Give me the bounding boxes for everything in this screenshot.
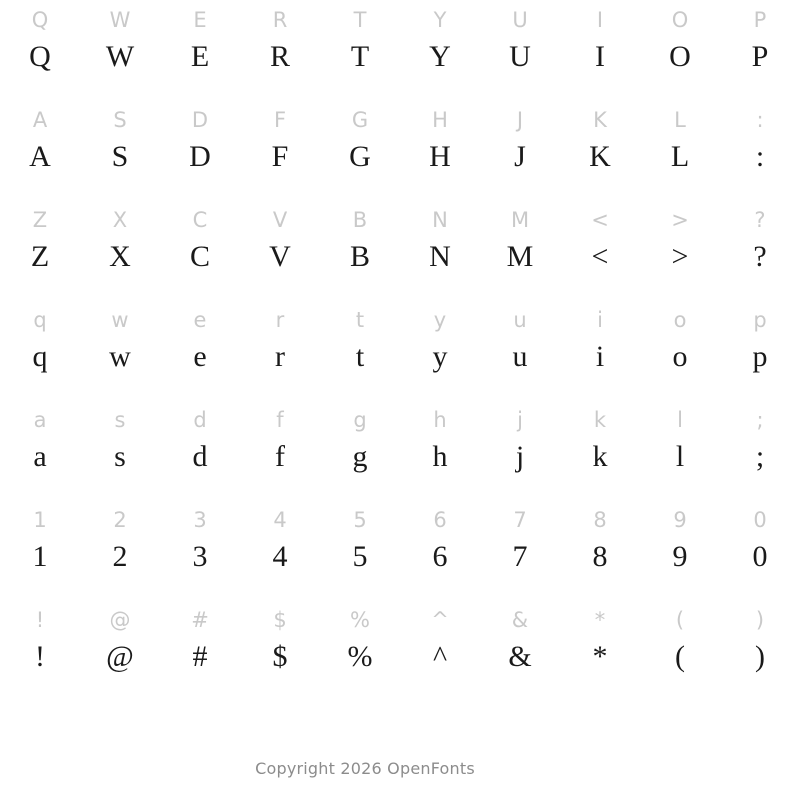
key-label: 4 (273, 508, 287, 532)
glyph-sample: t (355, 340, 365, 373)
glyph-cell (640, 100, 720, 200)
key-label: e (193, 308, 207, 332)
glyph-sample: < (591, 240, 609, 273)
glyph-sample: F (271, 140, 289, 173)
glyph-sample: r (275, 340, 285, 373)
key-label: P (753, 8, 767, 32)
glyph-sample: R (269, 40, 290, 73)
glyph-sample: 5 (352, 540, 368, 573)
glyph-cell (320, 600, 400, 700)
glyph-cell (0, 600, 80, 700)
glyph-cell (720, 0, 800, 100)
glyph-sample: N (429, 240, 451, 273)
key-label: O (671, 8, 689, 32)
row-qwerty-lower (0, 300, 800, 400)
glyph-cell (0, 200, 80, 300)
glyph-cell (160, 0, 240, 100)
glyph-sample: ^ (432, 640, 448, 673)
glyph-cell (400, 100, 480, 200)
glyph-sample: d (192, 440, 208, 473)
glyph-sample: ; (755, 440, 765, 473)
glyph-cell (320, 0, 400, 100)
glyph-cell (640, 300, 720, 400)
glyph-sample: l (675, 440, 685, 473)
glyph-sample: X (109, 240, 131, 273)
glyph-cell (400, 500, 480, 600)
key-label: @ (109, 608, 131, 632)
glyph-cell (0, 500, 80, 600)
key-label: l (677, 408, 683, 432)
key-label: 3 (193, 508, 207, 532)
glyph-cell (560, 400, 640, 500)
row-digits (0, 500, 800, 600)
glyph-sample: u (512, 340, 528, 373)
key-label: J (516, 108, 524, 132)
key-label: u (513, 308, 527, 332)
glyph-cell (720, 500, 800, 600)
glyph-sample: # (192, 640, 208, 673)
glyph-cell (640, 0, 720, 100)
key-label: * (594, 608, 606, 632)
row-symbols (0, 600, 800, 700)
key-label: % (350, 608, 370, 632)
glyph-cell (160, 200, 240, 300)
glyph-cell (400, 0, 480, 100)
glyph-cell (400, 400, 480, 500)
glyph-cell (560, 0, 640, 100)
key-label: 8 (593, 508, 607, 532)
glyph-cell (480, 500, 560, 600)
glyph-sample: C (189, 240, 210, 273)
glyph-sample: j (515, 440, 525, 473)
key-label: ? (754, 208, 766, 232)
glyph-cell (720, 300, 800, 400)
glyph-sample: 7 (512, 540, 528, 573)
glyph-sample: Y (429, 40, 451, 73)
glyph-cell (80, 100, 160, 200)
glyph-cell (160, 100, 240, 200)
glyph-sample: S (111, 140, 129, 173)
glyph-cell (80, 200, 160, 300)
key-label: V (272, 208, 288, 232)
key-label: t (355, 308, 365, 332)
key-label: & (511, 608, 529, 632)
key-label: R (272, 8, 288, 32)
key-label: j (517, 408, 523, 432)
glyph-sample: % (347, 640, 373, 673)
key-label: E (193, 8, 207, 32)
glyph-sample: o (672, 340, 688, 373)
glyph-cell (480, 200, 560, 300)
glyph-cell (240, 100, 320, 200)
key-label: Q (31, 8, 49, 32)
glyph-cell (640, 200, 720, 300)
glyph-cell (80, 400, 160, 500)
glyph-cell (240, 200, 320, 300)
key-label: Y (433, 8, 447, 32)
glyph-cell (720, 100, 800, 200)
key-label: A (32, 108, 48, 132)
glyph-cell (160, 400, 240, 500)
key-label: r (275, 308, 285, 332)
glyph-sample: 4 (272, 540, 288, 573)
glyph-cell (320, 100, 400, 200)
glyph-cell (0, 0, 80, 100)
glyph-cell (0, 300, 80, 400)
glyph-sample: O (669, 40, 691, 73)
key-label: 7 (513, 508, 527, 532)
key-label: 2 (113, 508, 127, 532)
glyph-sample: 0 (752, 540, 768, 573)
glyph-sample: q (32, 340, 48, 373)
glyph-sample: * (592, 640, 608, 673)
key-label: s (114, 408, 126, 432)
glyph-sample: y (432, 340, 448, 373)
key-label: y (433, 308, 447, 332)
glyph-sample: V (269, 240, 291, 273)
glyph-sample: G (349, 140, 371, 173)
glyph-cell (320, 200, 400, 300)
key-label: d (193, 408, 207, 432)
key-label: S (113, 108, 127, 132)
glyph-cell (320, 300, 400, 400)
glyph-cell (80, 600, 160, 700)
glyph-cell (80, 500, 160, 600)
key-label: K (593, 108, 607, 132)
glyph-sample: k (592, 440, 608, 473)
row-zxcv-upper (0, 200, 800, 300)
glyph-cell (400, 200, 480, 300)
key-label: L (674, 108, 686, 132)
key-label: 1 (33, 508, 47, 532)
glyph-sample: s (114, 440, 126, 473)
key-label: g (353, 408, 367, 432)
key-label: 6 (433, 508, 447, 532)
glyph-sample: f (275, 440, 285, 473)
key-label: ! (35, 608, 45, 632)
glyph-sample: P (751, 40, 769, 73)
glyph-cell (160, 500, 240, 600)
glyph-cell (560, 200, 640, 300)
glyph-cell (560, 600, 640, 700)
key-label: $ (273, 608, 287, 632)
glyph-sample: E (190, 40, 210, 73)
key-label: ; (756, 408, 764, 432)
glyph-cell (80, 0, 160, 100)
glyph-cell (160, 300, 240, 400)
key-label: I (596, 8, 604, 32)
key-label: k (593, 408, 607, 432)
glyph-sample: A (29, 140, 51, 173)
key-label: C (192, 208, 208, 232)
key-label: : (756, 108, 764, 132)
glyph-cell (320, 500, 400, 600)
glyph-sample: I (595, 40, 605, 73)
glyph-sample: 8 (592, 540, 608, 573)
key-label: 5 (353, 508, 367, 532)
glyph-cell (480, 400, 560, 500)
key-label: i (597, 308, 603, 332)
glyph-sample: W (105, 40, 135, 73)
glyph-cell (480, 600, 560, 700)
glyph-cell (240, 400, 320, 500)
key-label: M (510, 208, 530, 232)
key-label: 0 (753, 508, 767, 532)
row-qwerty-upper (0, 0, 800, 100)
glyph-sample: ! (35, 640, 45, 673)
key-label: ^ (431, 608, 449, 632)
glyph-sample: Q (29, 40, 51, 73)
row-asdf-upper (0, 100, 800, 200)
glyph-sample: h (432, 440, 448, 473)
glyph-sample: ) (755, 640, 765, 673)
glyph-cell (720, 600, 800, 700)
glyph-sample: @ (106, 640, 134, 673)
key-label: f (276, 408, 284, 432)
key-label: Z (32, 208, 48, 232)
glyph-sample: 2 (112, 540, 128, 573)
glyph-cell (240, 600, 320, 700)
glyph-sample: $ (272, 640, 288, 673)
key-label: h (433, 408, 447, 432)
glyph-cell (240, 300, 320, 400)
glyph-cell (80, 300, 160, 400)
glyph-cell (480, 0, 560, 100)
footer (0, 759, 800, 778)
glyph-cell (640, 400, 720, 500)
glyph-cell (240, 500, 320, 600)
glyph-sample: w (109, 340, 131, 373)
copyright-text: Copyright 2026 OpenFonts (255, 759, 475, 778)
glyph-sample: e (193, 340, 207, 373)
key-label: < (591, 208, 609, 232)
glyph-sample: > (671, 240, 689, 273)
glyph-sample: i (595, 340, 605, 373)
glyph-cell (0, 400, 80, 500)
glyph-cell (400, 600, 480, 700)
glyph-sample: M (506, 240, 534, 273)
key-label: # (191, 608, 209, 632)
glyph-sample: 3 (192, 540, 208, 573)
glyph-cell (560, 100, 640, 200)
key-label: G (351, 108, 369, 132)
key-label: F (273, 108, 287, 132)
glyph-cell (480, 300, 560, 400)
glyph-cell (160, 600, 240, 700)
key-label: o (673, 308, 687, 332)
glyph-sample: 6 (432, 540, 448, 573)
key-label: ) (755, 608, 765, 632)
glyph-sample: 9 (672, 540, 688, 573)
glyph-cell (560, 300, 640, 400)
glyph-sample: ( (675, 640, 685, 673)
glyph-cell (320, 400, 400, 500)
glyph-cell (560, 500, 640, 600)
key-label: U (512, 8, 528, 32)
key-label: p (753, 308, 767, 332)
glyph-sample: B (349, 240, 370, 273)
glyph-sample: g (352, 440, 368, 473)
glyph-cell (640, 500, 720, 600)
glyph-sample: : (755, 140, 765, 173)
glyph-cell (240, 0, 320, 100)
glyph-sample: Z (30, 240, 50, 273)
key-label: a (33, 408, 47, 432)
glyph-cell (720, 200, 800, 300)
glyph-sample: U (509, 40, 531, 73)
key-label: w (111, 308, 129, 332)
key-label: T (353, 8, 367, 32)
glyph-sample: J (514, 140, 526, 173)
glyph-sample: 1 (32, 540, 48, 573)
glyph-sample: & (508, 640, 532, 673)
glyph-sample: p (752, 340, 768, 373)
glyph-sample: T (350, 40, 370, 73)
glyph-cell (0, 100, 80, 200)
key-label: B (352, 208, 368, 232)
key-label: H (432, 108, 448, 132)
glyph-sample: K (589, 140, 611, 173)
key-label: N (432, 208, 448, 232)
glyph-cell (400, 300, 480, 400)
key-label: W (109, 8, 131, 32)
glyph-sample: a (33, 440, 47, 473)
key-label: X (112, 208, 128, 232)
glyph-sample: H (429, 140, 451, 173)
glyph-cell (480, 100, 560, 200)
glyph-cell (720, 400, 800, 500)
key-label: q (33, 308, 47, 332)
key-label: > (671, 208, 689, 232)
key-label: 9 (673, 508, 687, 532)
key-label: D (191, 108, 209, 132)
row-asdf-lower (0, 400, 800, 500)
glyph-cell (640, 600, 720, 700)
glyph-sample: D (189, 140, 211, 173)
key-label: ( (675, 608, 685, 632)
glyph-sample: ? (753, 240, 767, 273)
glyph-sample: L (670, 140, 690, 173)
